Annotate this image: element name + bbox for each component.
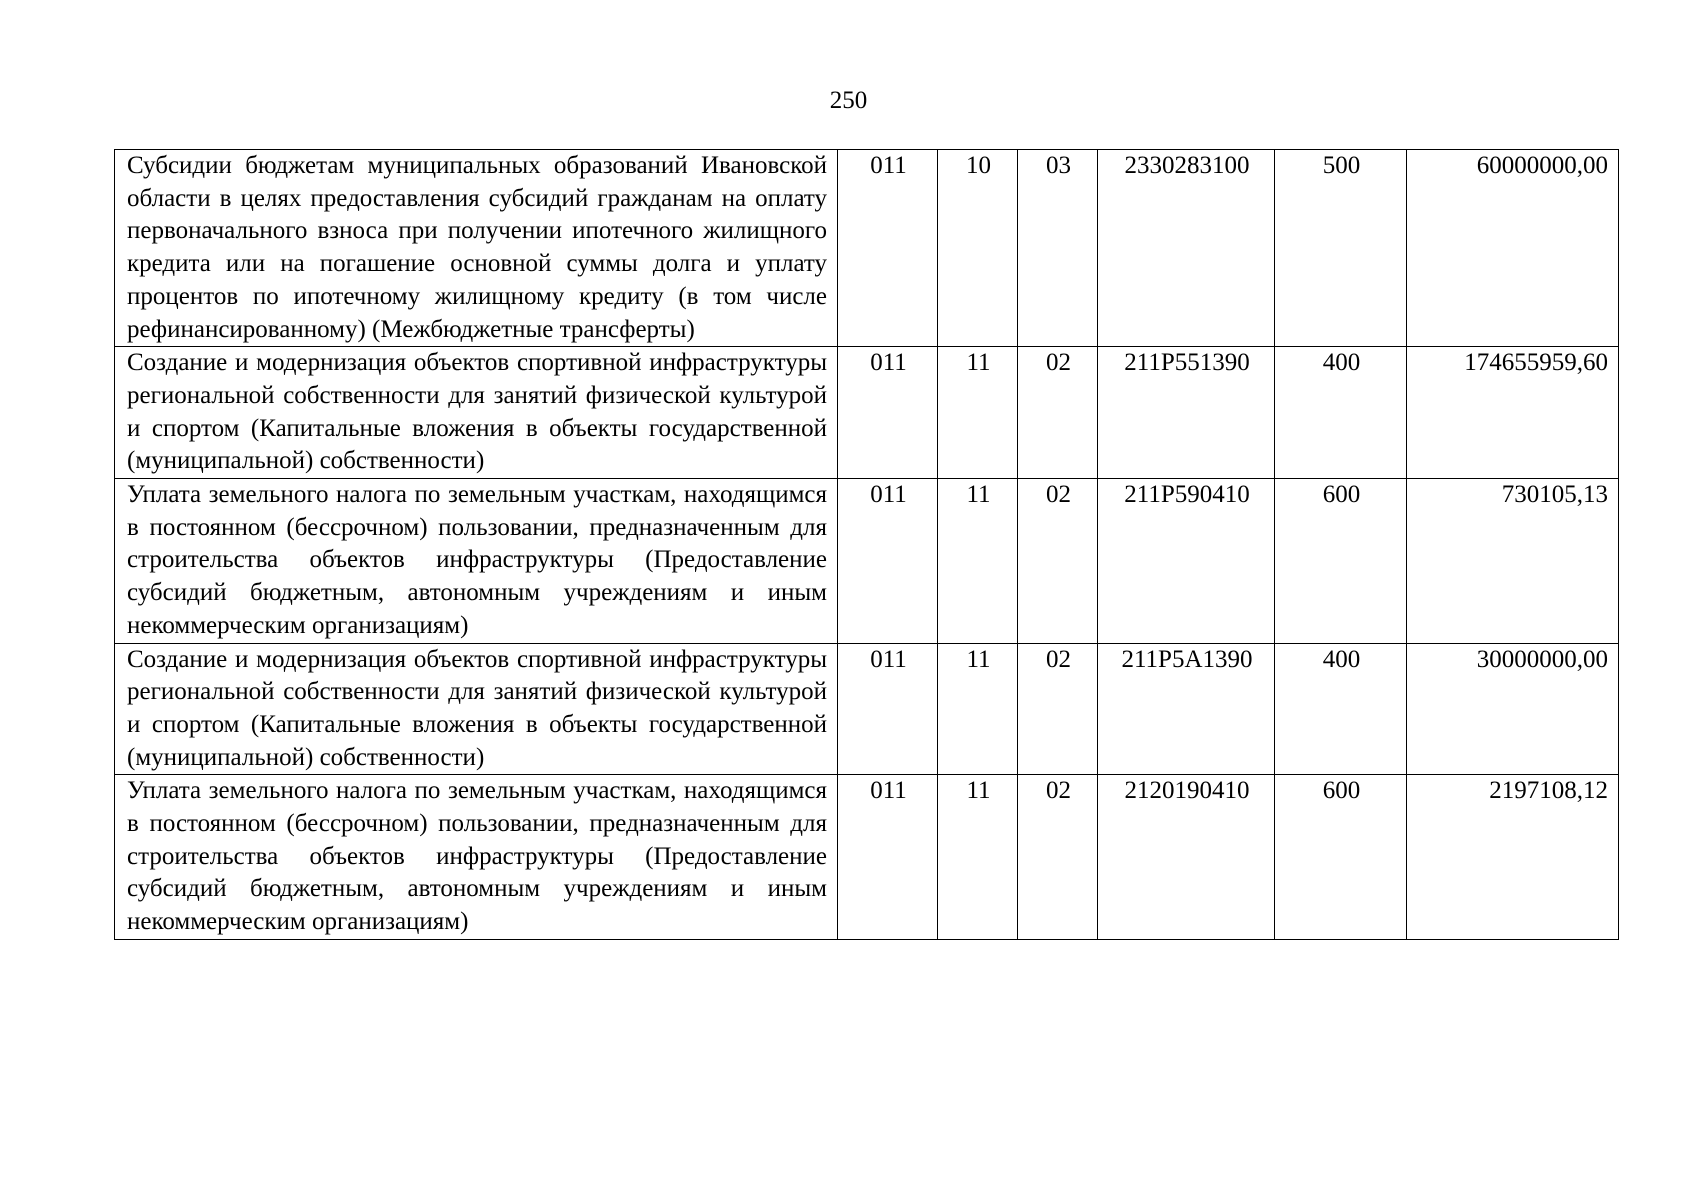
page-number: 250 [829,87,868,114]
row-amount: 2197108,12 [1407,775,1619,940]
row-code-2: 10 [938,150,1018,347]
row-description: Субсидии бюджетам муниципальных образований Ивановской области в целях предоставления субсидий гражданам на оплату первоначального взноса при получении ипотечного жилищного кредита или на погашение основной суммы долга и уплату процентов по ипотечному жилищному кредиту (в том числе рефинансированному) (Межбюджетные трансферты) [115,150,838,347]
row-amount: 730105,13 [1407,479,1619,644]
row-amount: 30000000,00 [1407,643,1619,775]
row-code-4: 211P5A1390 [1098,643,1275,775]
budget-table [114,149,1619,940]
row-amount: 174655959,60 [1407,347,1619,479]
row-code-2: 11 [938,479,1018,644]
row-code-5: 400 [1275,347,1407,479]
row-code-3: 02 [1018,643,1098,775]
row-code-1: 011 [838,775,938,940]
table-row [115,643,1619,775]
row-description: Создание и модернизация объектов спортивной инфраструктуры региональной собственности для занятий физической культурой и спортом (Капитальные вложения в объекты государственной (муниципальной) собственности) [115,643,838,775]
row-code-1: 011 [838,643,938,775]
table-row [115,150,1619,347]
row-code-1: 011 [838,150,938,347]
row-code-5: 600 [1275,479,1407,644]
row-code-5: 500 [1275,150,1407,347]
row-code-4: 2330283100 [1098,150,1275,347]
row-code-2: 11 [938,347,1018,479]
row-description: Уплата земельного налога по земельным участкам, находящимся в постоянном (бессрочном) пользовании, предназначенным для строительства объектов инфраструктуры (Предоставление субсидий бюджетным, автономным учреждениям и иным некоммерческим организациям) [115,775,838,940]
row-code-4: 211P551390 [1098,347,1275,479]
row-code-3: 02 [1018,347,1098,479]
table-row [115,479,1619,644]
row-code-3: 03 [1018,150,1098,347]
table-row [115,775,1619,940]
row-code-1: 011 [838,347,938,479]
row-code-4: 2120190410 [1098,775,1275,940]
row-description: Уплата земельного налога по земельным участкам, находящимся в постоянном (бессрочном) пользовании, предназначенным для строительства объектов инфраструктуры (Предоставление субсидий бюджетным, автономным учреждениям и иным некоммерческим организациям) [115,479,838,644]
row-code-4: 211P590410 [1098,479,1275,644]
row-code-1: 011 [838,479,938,644]
row-code-5: 600 [1275,775,1407,940]
row-code-5: 400 [1275,643,1407,775]
row-code-3: 02 [1018,775,1098,940]
row-code-3: 02 [1018,479,1098,644]
row-code-2: 11 [938,775,1018,940]
row-code-2: 11 [938,643,1018,775]
row-description: Создание и модернизация объектов спортивной инфраструктуры региональной собственности для занятий физической культурой и спортом (Капитальные вложения в объекты государственной (муниципальной) собственности) [115,347,838,479]
row-amount: 60000000,00 [1407,150,1619,347]
table-row [115,347,1619,479]
